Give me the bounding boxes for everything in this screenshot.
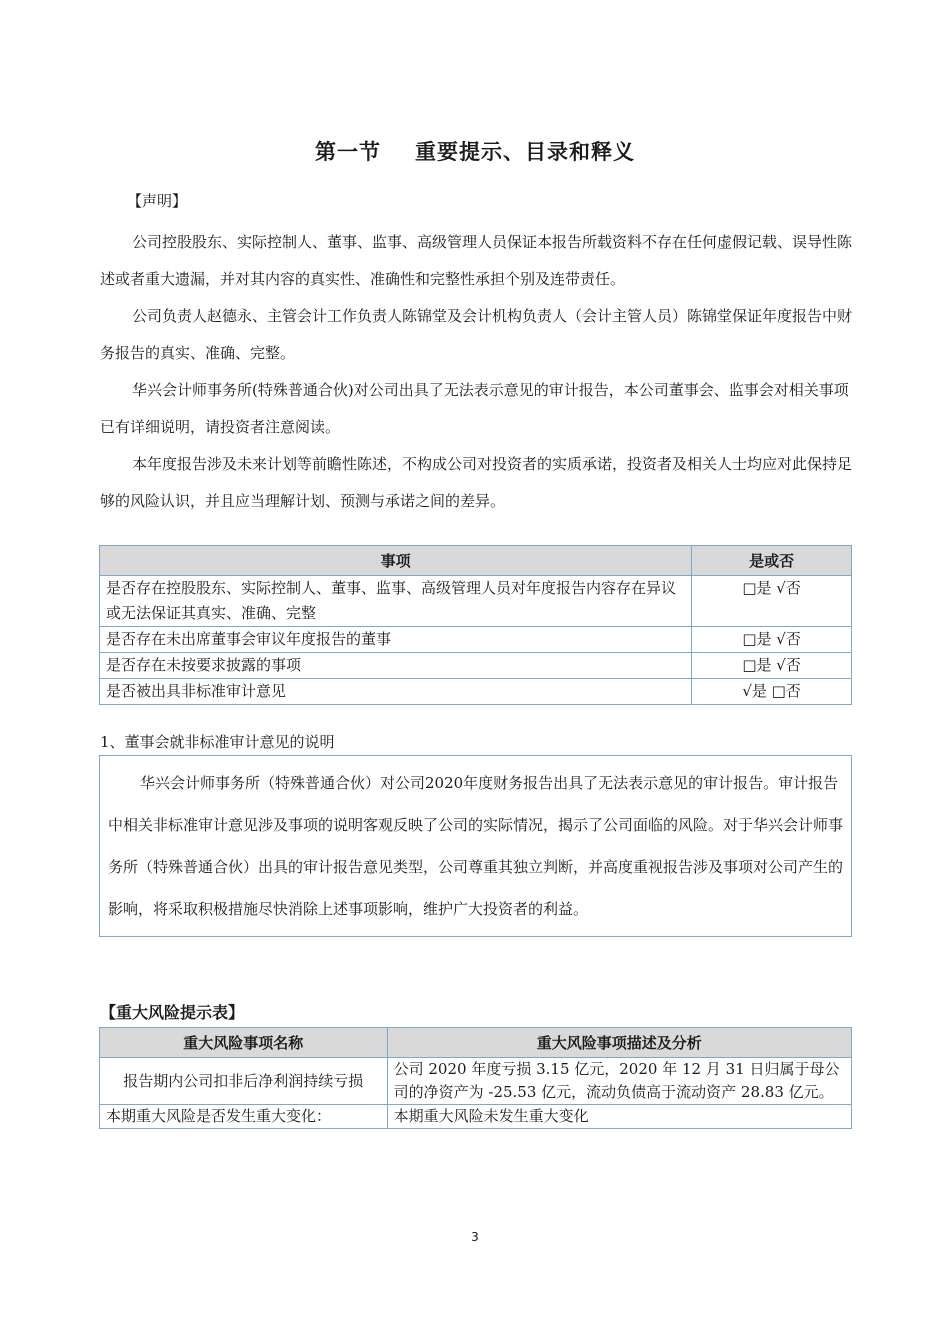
page-number: 3 [471,1230,479,1244]
table-row [100,653,852,679]
section-number: 第一节 [315,140,381,164]
section-heading: 重要提示、目录和释义 [415,140,635,164]
section-title [0,136,950,166]
risk-desc: 本期重大风险未发生重大变化 [387,1105,851,1129]
risk-name: 本期重大风险是否发生重大变化： [100,1105,388,1129]
matter-answer: □是 √否 [692,653,852,679]
risk-name: 报告期内公司扣非后净利润持续亏损 [100,1058,388,1105]
declaration-heading: 【声明】 [127,192,188,210]
risk-header-desc: 重大风险事项描述及分析 [387,1028,851,1058]
matter-answer: √是 □否 [692,679,852,705]
table-row [100,627,852,653]
table-row [100,1105,852,1129]
matters-header-item: 事项 [100,546,692,576]
risk-table-heading: 【重大风险提示表】 [100,1003,245,1022]
matter-item: 是否存在未按要求披露的事项 [100,653,692,679]
table-row [100,1058,852,1105]
risk-table [99,1027,852,1129]
matter-answer: □是 √否 [692,627,852,653]
matter-answer: □是 √否 [692,576,852,627]
risk-header-name: 重大风险事项名称 [100,1028,388,1058]
note-box: 华兴会计师事务所（特殊普通合伙）对公司2020年度财务报告出具了无法表示意见的审计报告。审计报告中相关非标准审计意见涉及事项的说明客观反映了公司的实际情况，揭示了公司面临的风险。对于华兴会计师事务所（特殊普通合伙）出具的审计报告意见类型，公司尊重其独立判断，并高度重视报告涉及事项对公司产生的影响，将采取积极措施尽快消除上述事项影响，维护广大投资者的利益。 [99,755,852,937]
note-heading: 1、董事会就非标准审计意见的说明 [100,733,335,751]
paragraph-auditor: 华兴会计师事务所(特殊普通合伙)对公司出具了无法表示意见的审计报告，本公司董事会、监事会对相关事项已有详细说明，请投资者注意阅读。 [100,381,849,436]
paragraph-responsible-persons: 公司负责人赵德永、主管会计工作负责人陈锦堂及会计机构负责人（会计主管人员）陈锦堂保证年度报告中财务报告的真实、准确、完整。 [100,307,853,362]
matter-item: 是否存在控股股东、实际控制人、董事、监事、高级管理人员对年度报告内容存在异议或无法保证其真实、准确、完整 [100,576,692,627]
table-row [100,576,852,627]
risk-desc: 公司 2020 年度亏损 3.15 亿元，2020 年 12 月 31 日归属于母公司的净资产为 -25.53 亿元，流动负债高于流动资产 28.83 亿元。 [387,1058,851,1105]
matter-item: 是否被出具非标准审计意见 [100,679,692,705]
matters-table [99,545,852,705]
paragraph-forward-looking: 本年度报告涉及未来计划等前瞻性陈述，不构成公司对投资者的实质承诺，投资者及相关人士均应对此保持足够的风险认识，并且应当理解计划、预测与承诺之间的差异。 [100,455,853,510]
matter-item: 是否存在未出席董事会审议年度报告的董事 [100,627,692,653]
table-row [100,679,852,705]
paragraph-guarantee: 公司控股股东、实际控制人、董事、监事、高级管理人员保证本报告所载资料不存在任何虚假记载、误导性陈述或者重大遗漏，并对其内容的真实性、准确性和完整性承担个别及连带责任。 [100,233,853,288]
matters-header-answer: 是或否 [692,546,852,576]
